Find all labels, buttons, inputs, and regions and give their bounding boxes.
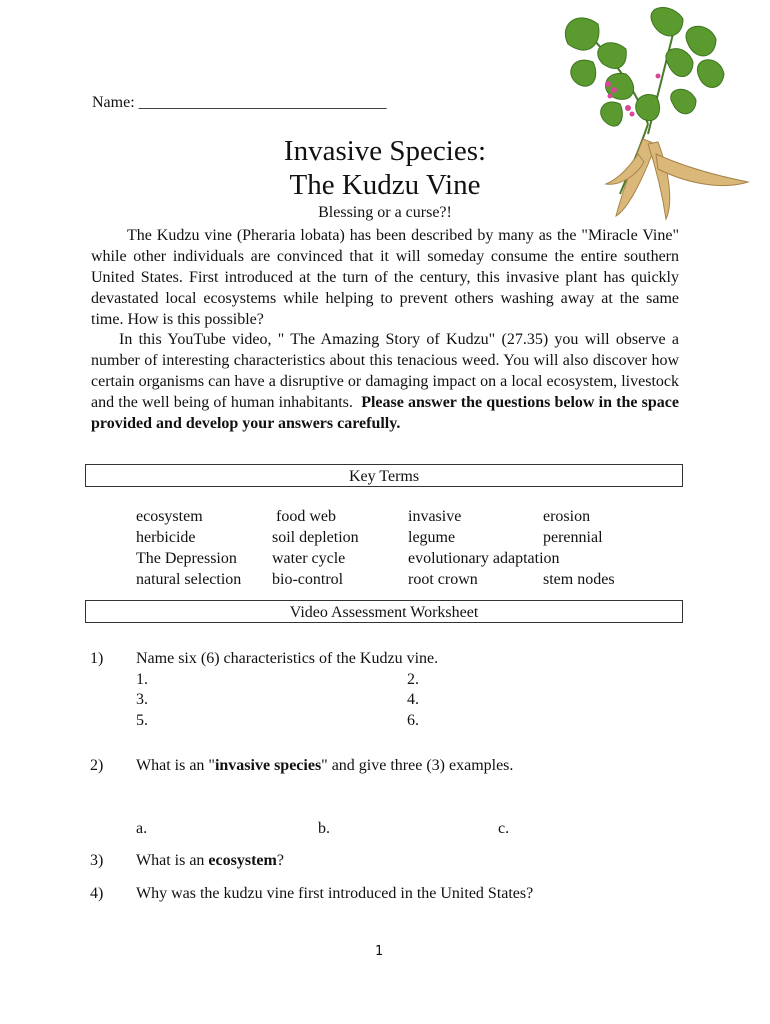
answer-option: a. xyxy=(136,820,148,837)
key-term: bio-control xyxy=(272,571,344,588)
question-2-text: What is an "invasive species" and give three (3) examples. xyxy=(136,757,514,774)
key-term: natural selection xyxy=(136,571,242,588)
question-3-number: 3) xyxy=(90,852,104,869)
answer-slot: 6. xyxy=(407,712,419,729)
question-4-number: 4) xyxy=(90,885,104,902)
key-term: invasive xyxy=(408,508,462,525)
key-term: root crown xyxy=(408,571,478,588)
page-subtitle: Blessing or a curse?! xyxy=(318,204,452,221)
question-3-text: What is an ecosystem? xyxy=(136,852,284,869)
intro-instructions: Please answer the questions below in the space provided and develop your answers carefully. xyxy=(91,394,679,432)
key-terms-heading: Key Terms xyxy=(85,464,683,487)
question-2-number: 2) xyxy=(90,757,104,774)
key-term: legume xyxy=(408,529,456,546)
answer-option: b. xyxy=(318,820,330,837)
key-term: The Depression xyxy=(136,550,237,567)
key-term: ecosystem xyxy=(136,508,203,525)
key-term: food web xyxy=(276,508,336,525)
term-ecosystem: ecosystem xyxy=(208,852,277,869)
key-term: erosion xyxy=(543,508,591,525)
term-invasive-species: invasive species xyxy=(214,757,322,774)
question-1-number: 1) xyxy=(90,650,104,667)
answer-slot: 5. xyxy=(136,712,148,729)
key-term: water cycle xyxy=(272,550,346,567)
name-field-label: Name: _______________________________ xyxy=(92,94,387,111)
worksheet-heading: Video Assessment Worksheet xyxy=(85,600,683,623)
key-term: evolutionary adaptation xyxy=(408,550,560,567)
kudzu-plant-illustration xyxy=(548,4,754,226)
intro-paragraph-2-text: In this YouTube video, " The Amazing Story of Kudzu" (27.35) you will observe a number of interesting characteristics about this tenacious weed. You will also discover how certain organisms can have a disruptive or damaging impact on a local ecosystem, livestock and the well being of human inhabitants. xyxy=(91,331,679,411)
answer-option: c. xyxy=(498,820,510,837)
intro-paragraph-1: The Kudzu vine (Pheraria lobata) has been described by many as the "Miracle Vine" while other individuals are convinced that it will someday consume the entire southern United States. First introduced at the turn of the century, this invasive plant has quickly devastated local ecosystems while helping to prevent others washing away at the same time. How is this possible? xyxy=(91,227,679,328)
answer-slot: 4. xyxy=(407,691,419,708)
answer-slot: 2. xyxy=(407,671,419,688)
key-term: soil depletion xyxy=(272,529,359,546)
key-term: perennial xyxy=(543,529,603,546)
key-term: herbicide xyxy=(136,529,196,546)
question-1-text: Name six (6) characteristics of the Kudzu vine. xyxy=(136,650,439,667)
page-number: 1 xyxy=(375,944,384,959)
answer-slot: 3. xyxy=(136,691,148,708)
page-title-line-1: Invasive Species: xyxy=(283,135,487,167)
question-4-text: Why was the kudzu vine first introduced in the United States? xyxy=(136,885,534,902)
page-title-line-2: The Kudzu Vine xyxy=(289,169,481,201)
key-term: stem nodes xyxy=(543,571,615,588)
answer-slot: 1. xyxy=(136,671,148,688)
intro-paragraph-2 xyxy=(91,329,679,434)
